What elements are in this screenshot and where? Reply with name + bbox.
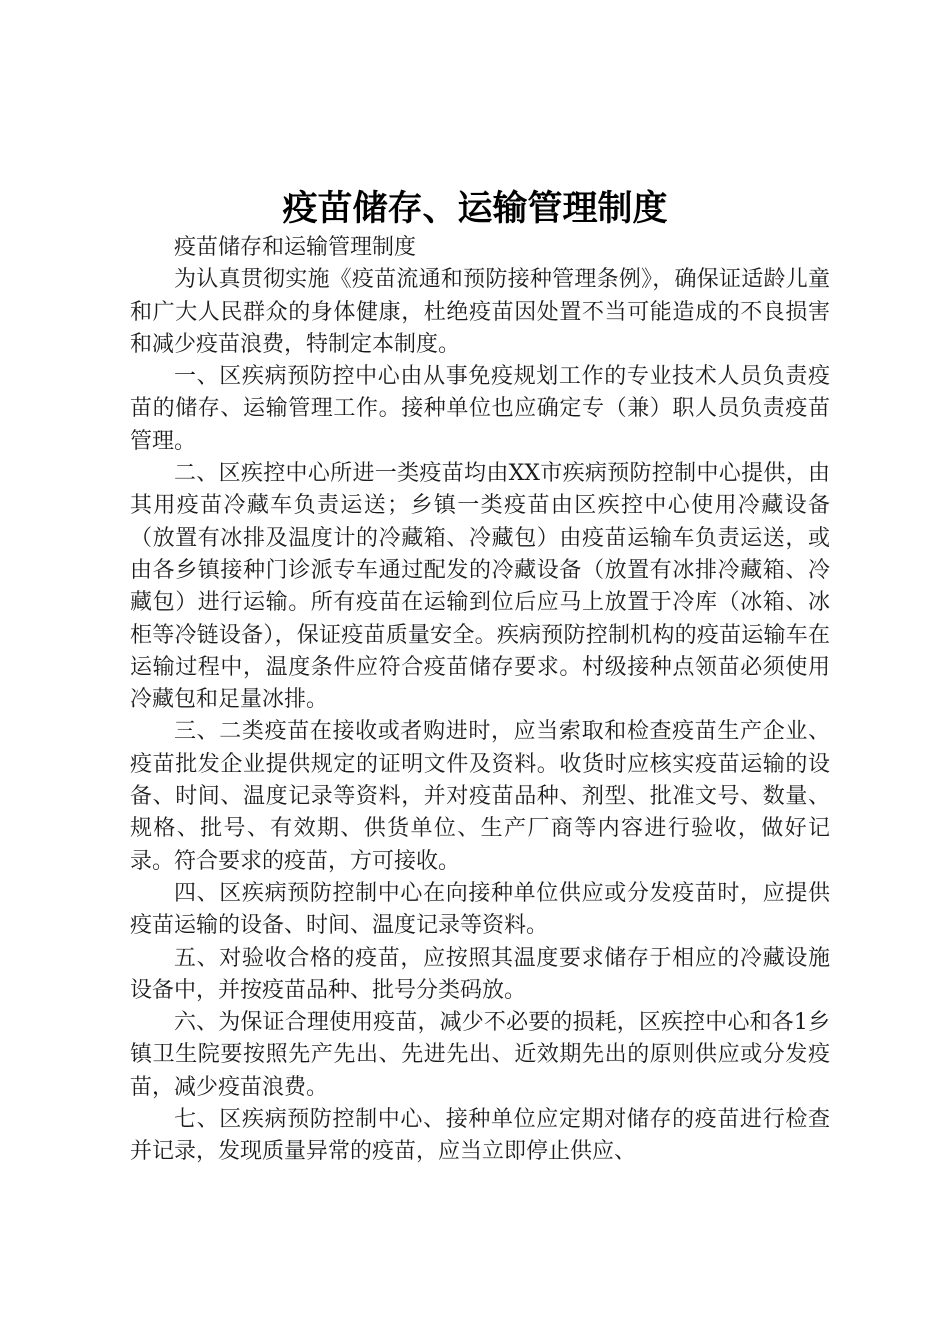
clause-2-paragraph: 二、区疾控中心所进一类疫苗均由XX市疾病预防控制中心提供，由其用疫苗冷藏车负责运送；乡镇一类疫苗由区疾控中心使用冷藏设备（放置有冰排及温度计的冷藏箱、冷藏包）由疫苗运输车负责运送，或由各乡镇接种门诊派专车通过配发的冷藏设备（放置有冰排冷藏箱、冷藏包）进行运输。所有疫苗在运输到位后应马上放置于冷库（冰箱、冰柜等冷链设备），保证疫苗质量安全。疾病预防控制机构的疫苗运输车在运输过程中，温度条件应符合疫苗储存要求。村级接种点领苗必须使用冷藏包和足量冰排。 [130,461,830,713]
clause-5-paragraph: 五、对验收合格的疫苗，应按照其温度要求储存于相应的冷藏设施设备中，并按疫苗品种、批号分类码放。 [130,945,830,1003]
document-body [130,232,830,1169]
clause-4-paragraph: 四、区疾病预防控制中心在向接种单位供应或分发疫苗时，应提供疫苗运输的设备、时间、温度记录等资料。 [130,880,830,939]
clause-7-paragraph: 七、区疾病预防控制中心、接种单位应定期对储存的疫苗进行检查并记录，发现质量异常的疫苗，应当立即停止供应、 [130,1107,830,1165]
clause-3-paragraph: 三、二类疫苗在接收或者购进时，应当索取和检查疫苗生产企业、疫苗批发企业提供规定的证明文件及资料。收货时应核实疫苗运输的设备、时间、温度记录等资料，并对疫苗品种、剂型、批准文号、数量、规格、批号、有效期、供货单位、生产厂商等内容进行验收，做好记录。符合要求的疫苗，方可接收。 [130,719,830,874]
subtitle-paragraph: 疫苗储存和运输管理制度 [174,235,417,260]
clause-1-paragraph: 一、区疾病预防控中心由从事免疫规划工作的专业技术人员负责疫苗的储存、运输管理工作。接种单位也应确定专（兼）职人员负责疫苗管理。 [130,364,830,454]
clause-6-paragraph: 六、为保证合理使用疫苗，减少不必要的损耗，区疾控中心和各1乡镇卫生院要按照先产先出、先进先出、近效期先出的原则供应或分发疫苗，减少疫苗浪费。 [130,1010,830,1100]
document-title: 疫苗储存、运输管理制度 [282,188,668,229]
intro-paragraph: 为认真贯彻实施《疫苗流通和预防接种管理条例》，确保证适龄儿童和广大人民群众的身体健康，杜绝疫苗因处置不当可能造成的不良损害和减少疫苗浪费，特制定本制度。 [130,267,830,357]
